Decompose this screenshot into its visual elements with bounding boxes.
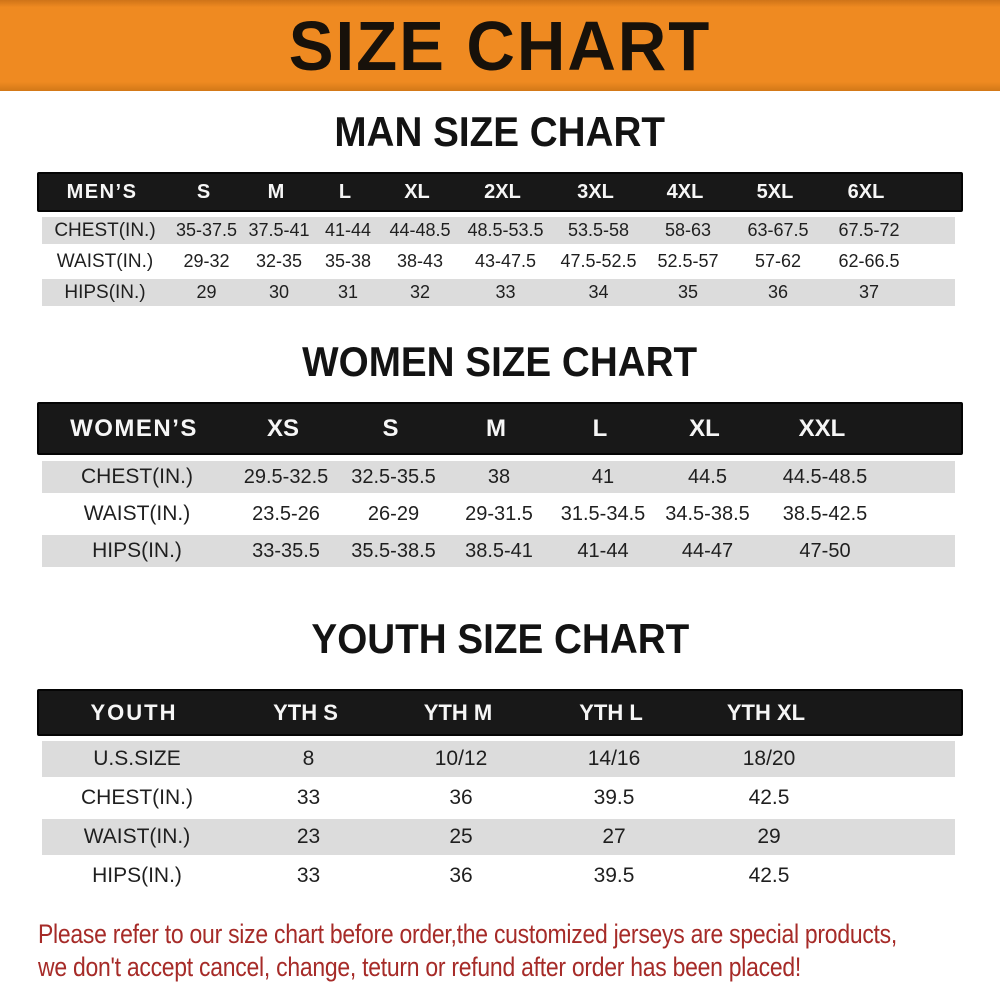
measurement-cell: 32	[409, 282, 431, 302]
measurement-cell: 44.5-48.5	[782, 465, 868, 488]
men-table-label: MEN’S	[66, 180, 138, 203]
men-chest-row	[42, 217, 955, 244]
page-title: SIZE CHART	[288, 6, 712, 85]
disclaimer-line-1	[38, 918, 1000, 951]
youth-hips-row	[42, 858, 955, 894]
measurement-cell: 38-43	[396, 251, 444, 271]
measurement-cell: 41	[591, 465, 615, 488]
measurement-cell: 35.5-38.5	[351, 539, 436, 562]
men-table-header-row	[37, 172, 963, 212]
size-column-header: YTH S	[273, 699, 338, 725]
measurement-cell: 36	[767, 282, 789, 302]
youth-size-table	[37, 689, 1000, 894]
measurement-cell: 23	[296, 825, 321, 848]
measurement-cell: 38.5-41	[465, 539, 533, 562]
size-column-header: L	[338, 180, 352, 203]
measurement-cell: 39.5	[593, 786, 635, 809]
measurement-cell: 44.5	[688, 465, 727, 488]
measurement-cell: 25	[449, 825, 473, 848]
women-waist-row	[42, 498, 955, 530]
measurement-cell: 31.5-34.5	[560, 502, 646, 525]
measurement-cell: 29-31.5	[465, 502, 533, 525]
size-column-header: S	[196, 180, 211, 203]
women-heading-text: WOMEN SIZE CHART	[302, 338, 698, 385]
order-disclaimer	[0, 918, 1000, 984]
youth-heading-text: YOUTH SIZE CHART	[311, 615, 689, 662]
measurement-cell: 26-29	[367, 502, 420, 525]
youth-table-header-row	[37, 689, 963, 736]
size-column-header: 3XL	[577, 180, 614, 203]
disclaimer-line-2	[38, 951, 1000, 984]
size-column-header: 2XL	[484, 180, 521, 203]
measurement-cell: 31	[337, 282, 359, 302]
measurement-cell: 37.5-41	[248, 220, 310, 240]
size-column-header: XL	[689, 414, 720, 442]
measurement-cell: 34.5-38.5	[665, 502, 750, 525]
row-label: WAIST(IN.)	[83, 502, 191, 525]
measurement-cell: 27	[602, 825, 626, 848]
measurement-cell: 37	[858, 282, 880, 302]
measurement-cell: 29	[196, 282, 217, 302]
size-column-header: YTH L	[579, 699, 643, 725]
women-section-heading	[0, 338, 1000, 385]
youth-chest-row	[42, 780, 955, 816]
measurement-cell: 29.5-32.5	[243, 465, 329, 488]
measurement-cell: 52.5-57	[657, 251, 719, 271]
measurement-cell: 8	[302, 747, 315, 770]
row-label: WAIST(IN.)	[83, 825, 191, 848]
size-column-header: L	[592, 414, 608, 442]
size-column-header: XL	[404, 180, 430, 203]
size-column-header: S	[382, 414, 399, 442]
measurement-cell: 14/16	[587, 747, 641, 770]
women-chest-row	[42, 461, 955, 493]
measurement-cell: 42.5	[748, 864, 790, 887]
measurement-cell: 58-63	[664, 220, 712, 240]
youth-ussize-row	[42, 741, 955, 777]
row-label: U.S.SIZE	[93, 747, 181, 770]
size-column-header: 6XL	[847, 180, 885, 203]
measurement-cell: 33	[495, 282, 516, 302]
measurement-cell: 42.5	[748, 786, 790, 809]
youth-section-heading	[0, 615, 1000, 662]
youth-waist-row	[42, 819, 955, 855]
measurement-cell: 62-66.5	[838, 251, 900, 271]
row-label: CHEST(IN.)	[54, 219, 156, 241]
measurement-cell: 29-32	[183, 251, 230, 271]
row-label: HIPS(IN.)	[92, 539, 182, 562]
women-hips-row	[42, 535, 955, 567]
measurement-cell: 39.5	[593, 864, 635, 887]
size-column-header: M	[267, 180, 285, 203]
measurement-cell: 10/12	[434, 747, 488, 770]
measurement-cell: 30	[268, 282, 290, 302]
measurement-cell: 35-38	[324, 251, 372, 271]
row-label: WAIST(IN.)	[56, 250, 154, 272]
measurement-cell: 38.5-42.5	[782, 502, 868, 525]
size-chart-banner	[0, 0, 1000, 91]
size-column-header: XS	[266, 414, 299, 442]
measurement-cell: 29	[757, 825, 781, 848]
measurement-cell: 23.5-26	[252, 502, 320, 525]
size-column-header: M	[486, 414, 506, 442]
size-column-header: XXL	[798, 414, 846, 442]
measurement-cell: 36	[449, 864, 473, 887]
man-section-heading	[0, 108, 1000, 155]
man-heading-text: MAN SIZE CHART	[334, 108, 666, 155]
measurement-cell: 57-62	[754, 251, 802, 271]
size-column-header: 5XL	[756, 180, 794, 203]
measurement-cell: 67.5-72	[838, 220, 900, 240]
women-table-header-row	[37, 402, 963, 455]
measurement-cell: 35	[677, 282, 699, 302]
disclaimer-text-1: Please refer to our size chart before order,the customized jerseys are special products,	[38, 919, 898, 949]
measurement-cell: 47-50	[799, 539, 851, 562]
measurement-cell: 41-44	[577, 539, 629, 562]
measurement-cell: 33-35.5	[252, 539, 320, 562]
measurement-cell: 36	[449, 786, 473, 809]
men-hips-row	[42, 279, 955, 306]
measurement-cell: 47.5-52.5	[560, 251, 637, 271]
measurement-cell: 32-35	[255, 251, 303, 271]
size-column-header: YTH XL	[726, 699, 806, 725]
row-label: CHEST(IN.)	[81, 465, 193, 488]
disclaimer-text-2: we don't accept cancel, change, teturn or refund after order has been placed!	[38, 952, 802, 982]
size-column-header: YTH M	[423, 699, 493, 725]
measurement-cell: 53.5-58	[567, 220, 630, 240]
row-label: HIPS(IN.)	[64, 281, 146, 303]
measurement-cell: 44-47	[681, 539, 734, 562]
women-size-table	[37, 402, 1000, 567]
youth-table-label: YOUTH	[90, 699, 178, 725]
measurement-cell: 33	[296, 786, 321, 809]
women-table-label: WOMEN’S	[70, 414, 198, 442]
row-label: HIPS(IN.)	[92, 864, 182, 887]
measurement-cell: 41-44	[324, 220, 372, 240]
measurement-cell: 32.5-35.5	[351, 465, 436, 488]
measurement-cell: 63-67.5	[747, 220, 809, 240]
measurement-cell: 33	[296, 864, 321, 887]
measurement-cell: 38	[487, 465, 511, 488]
men-waist-row	[42, 248, 955, 275]
men-size-table	[37, 172, 1000, 306]
measurement-cell: 48.5-53.5	[467, 220, 544, 240]
measurement-cell: 43-47.5	[474, 251, 537, 271]
size-column-header: 4XL	[666, 180, 704, 203]
measurement-cell: 34	[588, 282, 609, 302]
measurement-cell: 18/20	[742, 747, 796, 770]
measurement-cell: 35-37.5	[175, 220, 238, 240]
row-label: CHEST(IN.)	[81, 786, 193, 809]
measurement-cell: 44-48.5	[389, 220, 451, 240]
